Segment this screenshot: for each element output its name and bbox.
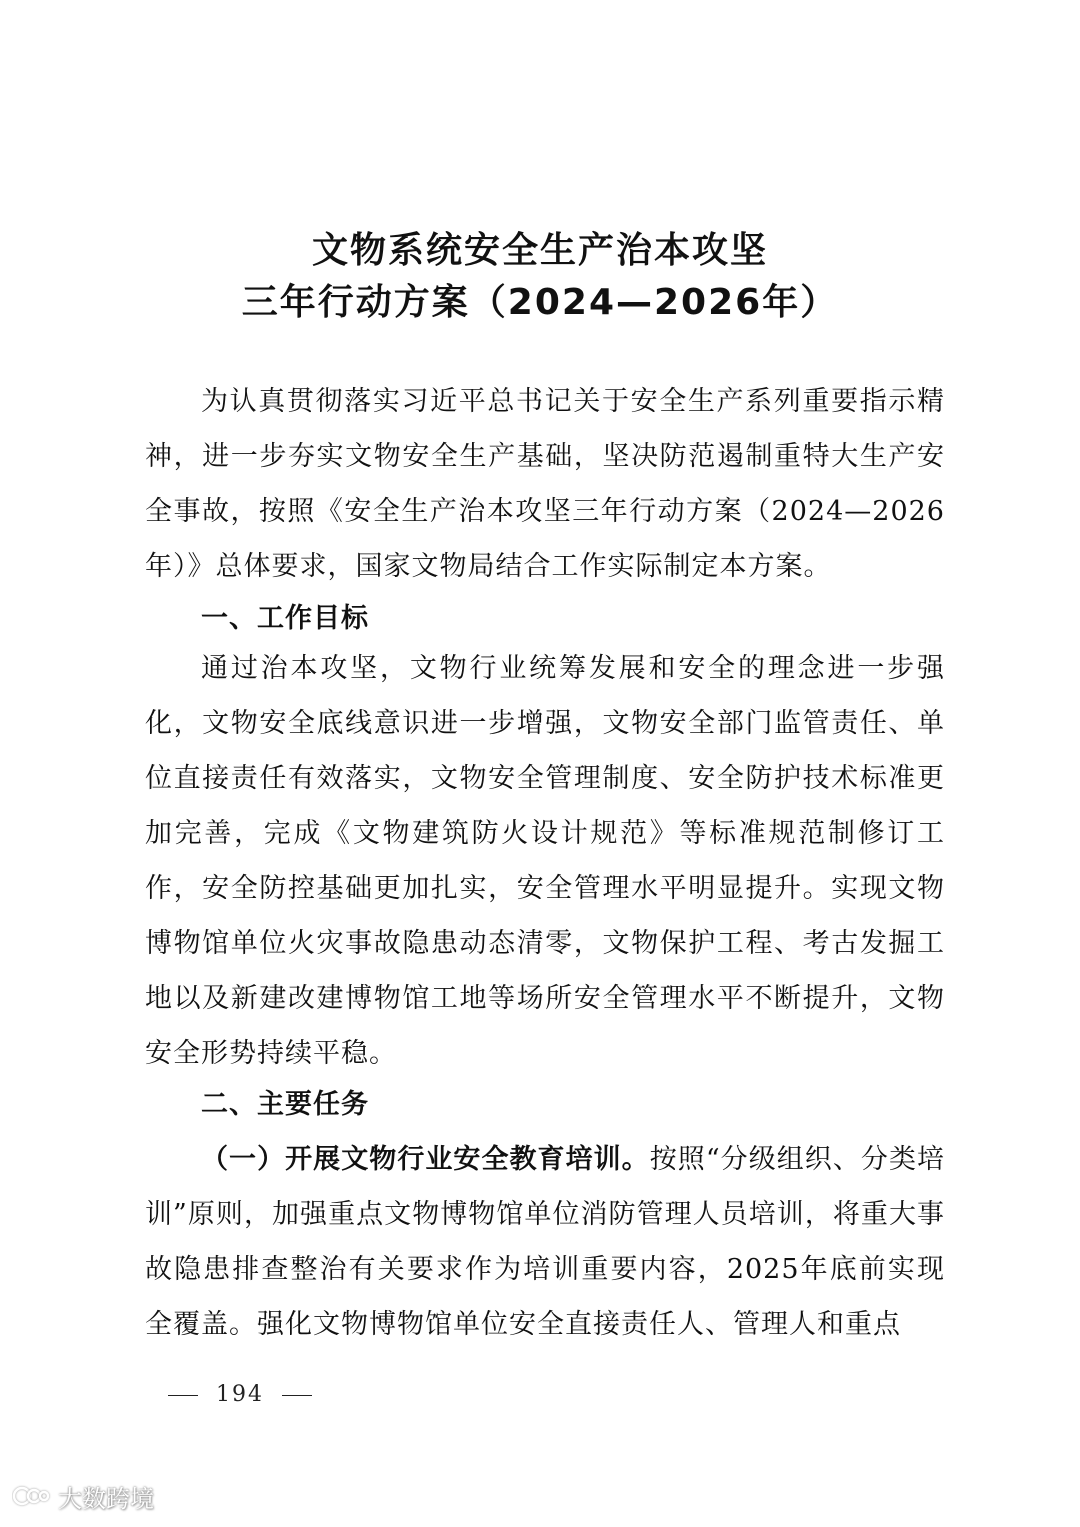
section1-body (145, 641, 945, 1081)
intro-block (145, 374, 945, 594)
section1-block (145, 591, 945, 646)
task1-text: 按照“分级组织、分类培训”原则，加强重点文物博物馆单位消防管理人员培训，将重大事故隐患排查整治有关要求作为培训重要内容，2025年底前实现全覆盖。强化文物博物馆单位安全直接责任人、管理人和重点 (145, 1144, 945, 1340)
section1-heading: 一、工作目标 (201, 603, 369, 634)
page-number-value: 194 (216, 1382, 264, 1407)
task1-title: （一）开展文物行业安全教育培训。 (201, 1144, 650, 1175)
task1-paragraph (145, 1132, 945, 1352)
watermark-text: 大数跨境 (58, 1484, 154, 1513)
watermark (12, 1478, 154, 1514)
document-title-line2: 三年行动方案（2024—2026年） (241, 282, 839, 323)
page-dash-right (282, 1395, 312, 1396)
intro-paragraph: 为认真贯彻落实习近平总书记关于安全生产系列重要指示精神，进一步夯实文物安全生产基础，坚决防范遏制重特大生产安全事故，按照《安全生产治本攻坚三年行动方案（2024—2026年）》总体要求，国家文物局结合工作实际制定本方案。 (145, 386, 945, 582)
watermark-logo-icon (12, 1483, 52, 1509)
document-title-line1: 文物系统安全生产治本攻坚 (311, 230, 768, 271)
task1-block (145, 1132, 945, 1352)
section2-block (145, 1077, 945, 1132)
page-number (150, 1382, 330, 1407)
page-dash-left (168, 1395, 198, 1396)
section1-paragraph: 通过治本攻坚，文物行业统筹发展和安全的理念进一步强化，文物安全底线意识进一步增强，文物安全部门监管责任、单位直接责任有效落实，文物安全管理制度、安全防护技术标准更加完善，完成《文物建筑防火设计规范》等标准规范制修订工作，安全防控基础更加扎实，安全管理水平明显提升。实现文物博物馆单位火灾事故隐患动态清零，文物保护工程、考古发掘工地以及新建改建博物馆工地等场所安全管理水平不断提升，文物安全形势持续平稳。 (145, 653, 945, 1069)
section2-heading: 二、主要任务 (201, 1089, 369, 1120)
